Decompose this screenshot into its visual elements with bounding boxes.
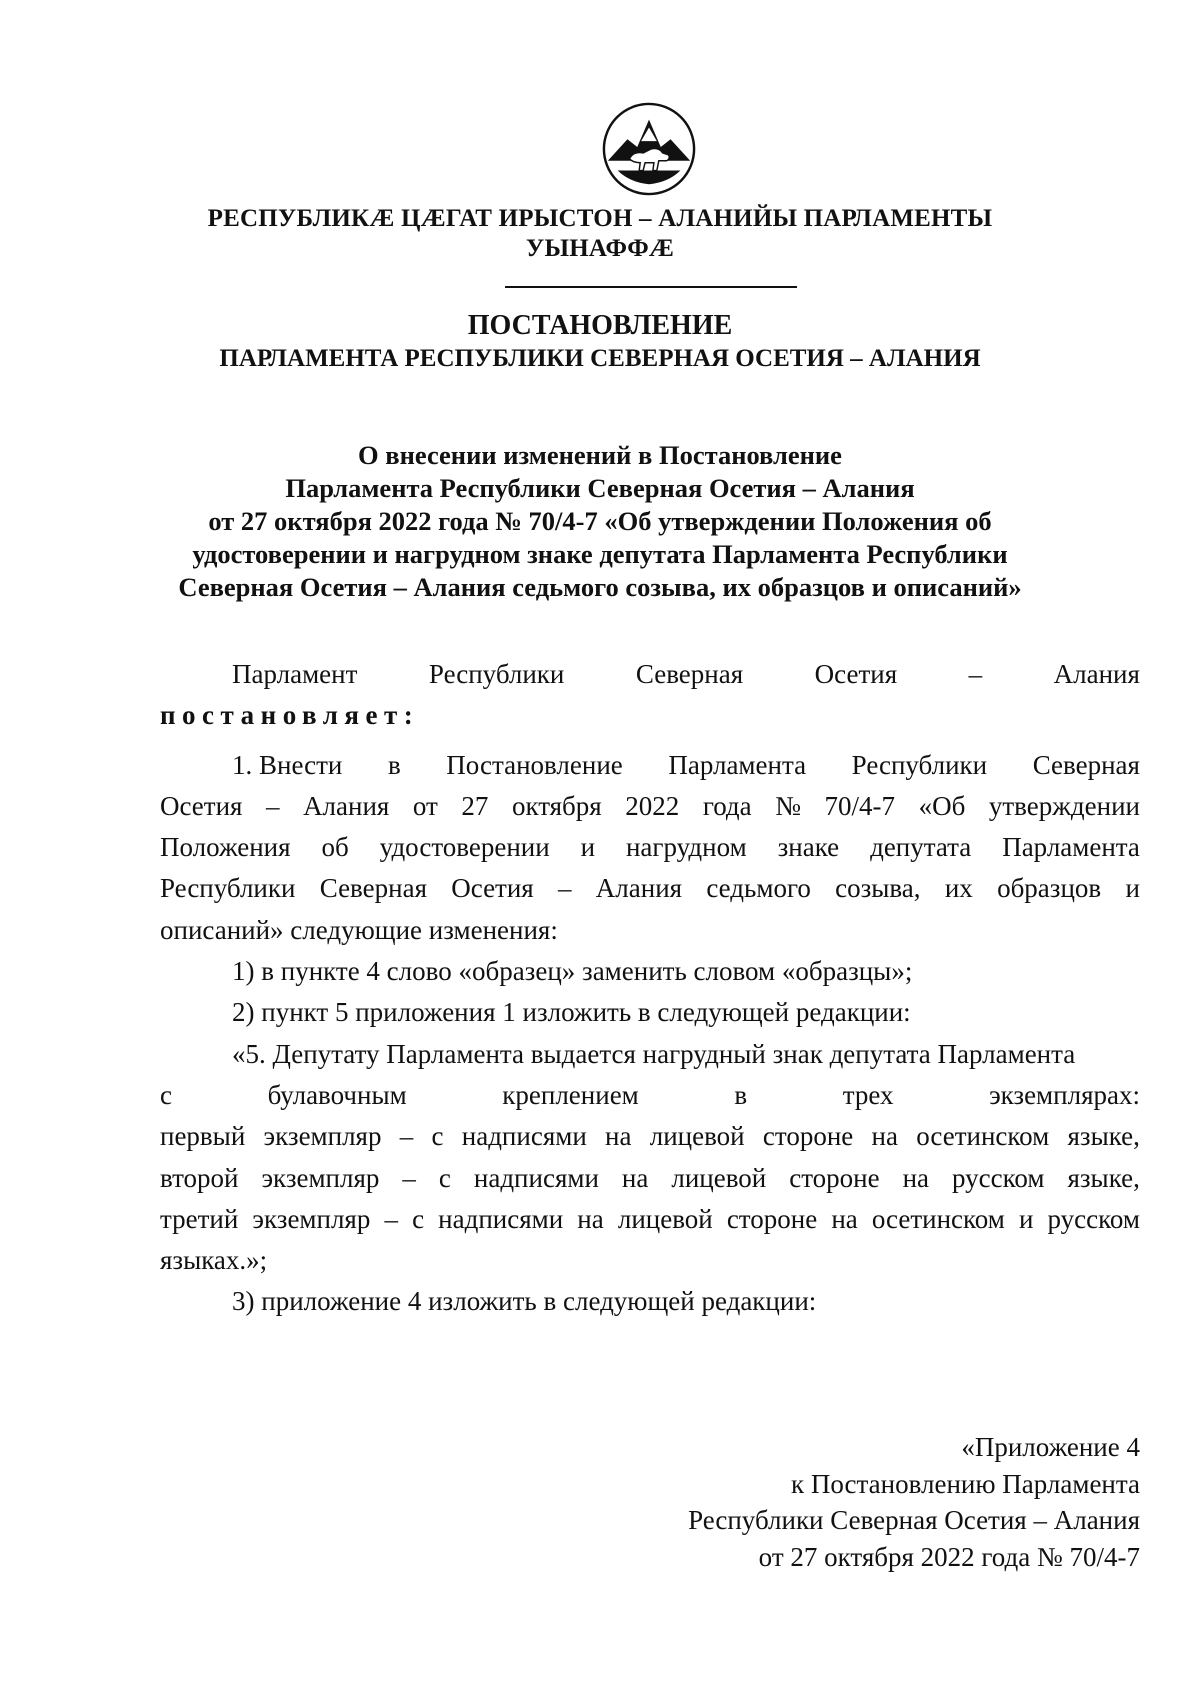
word: Алания — [595, 873, 683, 904]
word: Парламент — [232, 659, 358, 689]
word: первый — [160, 1121, 246, 1152]
subject-line: от 27 октября 2022 года № 70/4-7 «Об утверждении Положения об — [208, 506, 992, 536]
quote-line-5 — [160, 1199, 1140, 1240]
ossetian-title-line-1: РЕСПУБЛИКӔ ЦӔГАТ ИРЫСТОН – АЛАНИЙЫ ПАРЛАМЕНТЫ — [207, 205, 993, 232]
word: 2022 — [625, 790, 680, 821]
subject-line: удостоверении и нагрудном знаке депутата Парламента Республики — [192, 539, 1008, 569]
word: экземпляр — [261, 1162, 380, 1193]
word: русском — [952, 1162, 1045, 1193]
word: Северная — [635, 659, 744, 689]
subject-line: Парламента Республики Северная Осетия – Алания — [285, 473, 915, 503]
item1-line-5: описаний» следующие изменения: — [160, 914, 558, 945]
word: 1. Внести — [232, 749, 343, 780]
word: об — [321, 832, 349, 863]
appendix-line: «Приложение 4 — [961, 1432, 1140, 1462]
word: удостоверении — [379, 832, 550, 863]
item1-line-4 — [160, 868, 1140, 909]
word: Осетия — [160, 790, 243, 821]
appendix-line: к Постановлению Парламента — [791, 1468, 1140, 1499]
word: 70/4-7 — [824, 790, 896, 821]
word: на — [831, 1203, 858, 1234]
word: экземплярах: — [989, 1079, 1140, 1110]
word: «Об — [918, 790, 966, 821]
decree-word: постановляет: — [160, 700, 420, 731]
word: экземпляр — [263, 1121, 382, 1152]
word: Республики — [160, 873, 296, 904]
word: и — [580, 832, 596, 863]
word: – — [384, 1203, 398, 1234]
word: булавочным — [267, 1079, 407, 1110]
word: Республики — [428, 659, 565, 689]
word: утверждении — [988, 790, 1140, 821]
word: нагрудном — [625, 832, 747, 863]
word: осетинском — [871, 1203, 1005, 1234]
word: языке, — [1067, 1162, 1140, 1193]
word: Осетия — [451, 873, 534, 904]
subject-line: О внесении изменений в Постановление — [358, 440, 842, 470]
word: лицевой — [617, 1203, 713, 1234]
word: экземпляр — [252, 1203, 371, 1234]
word: – — [399, 1121, 414, 1152]
emblem-icon — [600, 100, 698, 198]
word: надписями — [461, 1121, 587, 1152]
quote-line-6: языках.»; — [160, 1245, 268, 1276]
item1-line-3 — [160, 827, 1140, 868]
word: русском — [1047, 1203, 1140, 1234]
word: в — [387, 749, 401, 780]
word: № — [775, 790, 801, 821]
word: с — [412, 1203, 425, 1234]
word: на — [621, 1162, 649, 1193]
word: стороне — [762, 1121, 854, 1152]
word: с — [160, 1079, 172, 1110]
word: Алания — [303, 790, 390, 821]
word: года — [702, 790, 752, 821]
word: 27 — [461, 790, 489, 821]
ossetian-title-line-2: УЫНАФФӔ — [525, 235, 675, 262]
word: – — [558, 873, 572, 904]
appendix-reference — [688, 1429, 1140, 1575]
word: – — [968, 659, 983, 689]
word: осетинском — [916, 1121, 1050, 1152]
word: Осетия — [814, 659, 898, 689]
word: языке, — [1067, 1121, 1140, 1152]
word: на — [871, 1121, 898, 1152]
word: созыва, — [835, 873, 921, 904]
word: стороне — [789, 1162, 880, 1193]
document-subject — [160, 439, 1040, 604]
subitem-3: 3) приложение 4 изложить в следующей редакции: — [232, 1286, 817, 1317]
word: надписями — [438, 1203, 564, 1234]
word: Постановление — [446, 749, 623, 780]
word: Северная — [1032, 749, 1140, 780]
document-type: ПОСТАНОВЛЕНИЕ — [467, 310, 733, 341]
word: Республики — [851, 749, 988, 780]
word: Северная — [319, 873, 427, 904]
word: знаке — [777, 832, 840, 863]
word: от — [412, 790, 438, 821]
quote-line-2 — [160, 1075, 1140, 1116]
word: на — [902, 1162, 930, 1193]
item1-line-1 — [160, 745, 1140, 786]
subitem-1: 1) в пункте 4 слово «образец» заменить словом «образцы»; — [232, 956, 913, 987]
word: октября — [511, 790, 602, 821]
word: на — [605, 1121, 632, 1152]
word: образцов — [997, 873, 1102, 904]
document-issuer: ПАРЛАМЕНТА РЕСПУБЛИКИ СЕВЕРНАЯ ОСЕТИЯ – АЛАНИЯ — [219, 345, 981, 372]
quote-line-1: «5. Депутату Парламента выдается нагрудный знак депутата Парламента — [232, 1038, 1076, 1069]
appendix-line: от 27 октября 2022 года № 70/4-7 — [758, 1541, 1140, 1572]
word: Парламента — [1002, 832, 1140, 863]
appendix-line: Республики Северная Осетия – Алания — [688, 1505, 1140, 1535]
word: трех — [842, 1079, 894, 1110]
word: депутата — [870, 832, 972, 863]
header-divider — [505, 286, 797, 288]
word: в — [734, 1079, 748, 1110]
coat-of-arms-emblem — [600, 100, 698, 198]
document-body — [160, 654, 1140, 1323]
word: Алания — [1053, 659, 1140, 689]
word: с — [431, 1121, 444, 1152]
word: их — [944, 873, 973, 904]
word: надписями — [473, 1162, 599, 1193]
word: лицевой — [671, 1162, 767, 1193]
word: седьмого — [706, 873, 811, 904]
word: стороне — [726, 1203, 818, 1234]
subject-line: Северная Осетия – Алания седьмого созыва, их образцов и описаний» — [178, 572, 1022, 602]
word: с — [438, 1162, 451, 1193]
word: и — [1125, 873, 1140, 904]
word: третий — [160, 1203, 239, 1234]
word: креплением — [502, 1079, 639, 1110]
word: – — [266, 790, 280, 821]
word: лицевой — [649, 1121, 745, 1152]
quote-line-3 — [160, 1116, 1140, 1157]
quote-line-4 — [160, 1158, 1140, 1199]
preamble-line — [160, 654, 1140, 695]
word: Положения — [160, 832, 291, 863]
word: – — [402, 1162, 416, 1193]
word: Парламента — [668, 749, 807, 780]
word: второй — [160, 1162, 239, 1193]
word: и — [1018, 1203, 1034, 1234]
subitem-2: 2) пункт 5 приложения 1 изложить в следующей редакции: — [232, 997, 911, 1028]
item1-line-2 — [160, 786, 1140, 827]
word: на — [577, 1203, 604, 1234]
